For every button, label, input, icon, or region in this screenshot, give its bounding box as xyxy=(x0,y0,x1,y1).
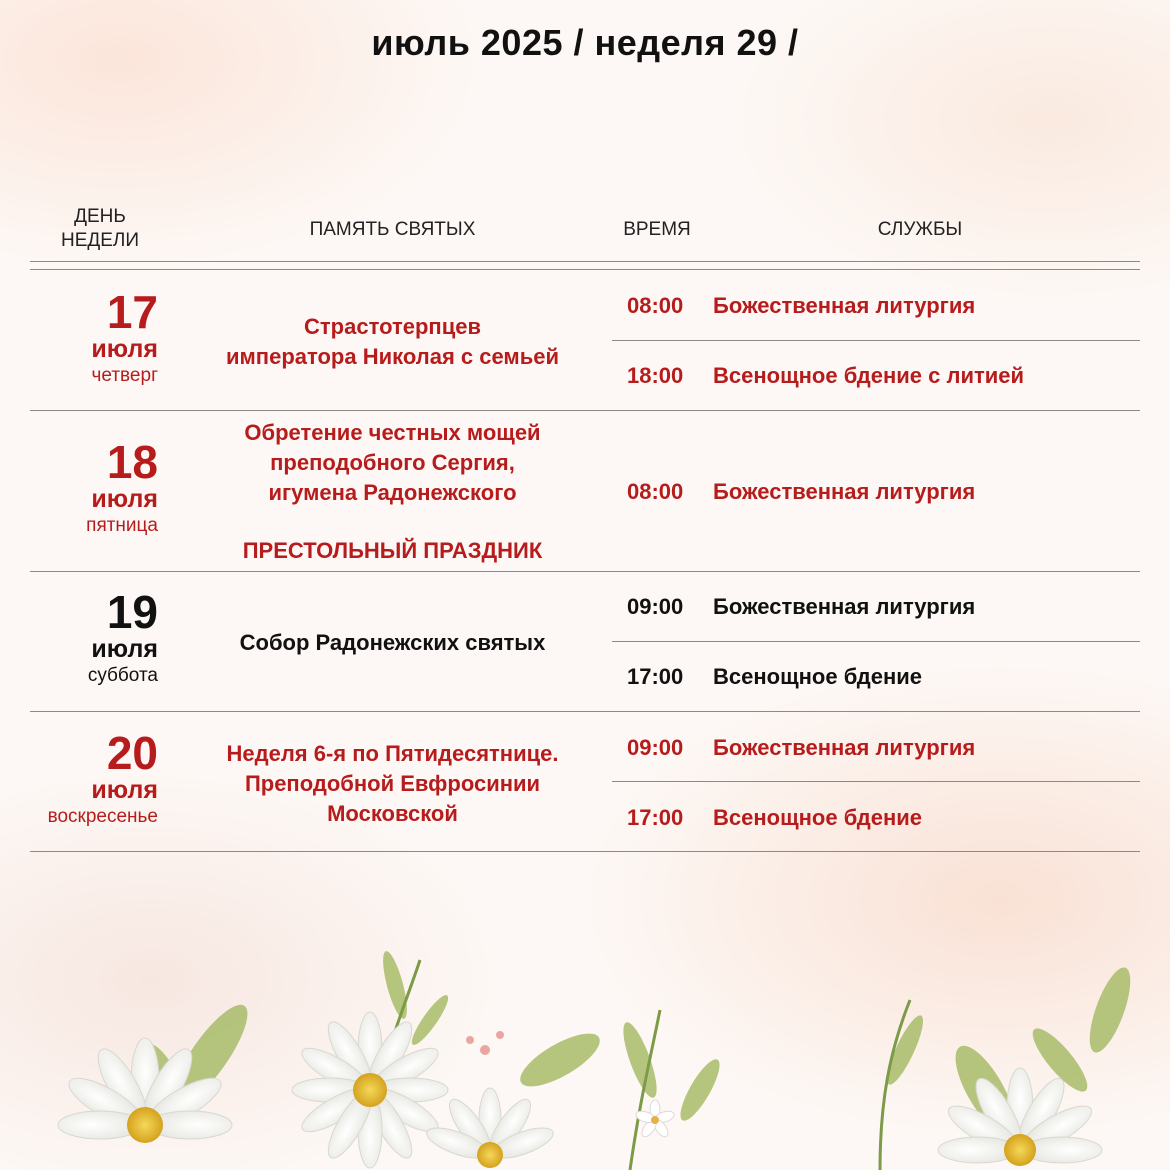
feast-label: ПРЕСТОЛЬНЫЙ ПРАЗДНИК xyxy=(242,538,543,563)
service-time: 17:00 xyxy=(627,664,684,689)
row-divider xyxy=(30,571,1140,572)
row-divider xyxy=(30,711,1140,712)
day-month: июля xyxy=(91,776,158,804)
day-17 xyxy=(30,288,158,388)
saints-18: Обретение честных мощей преподобного Сергия, игумена Радонежского xyxy=(244,420,541,505)
day-month: июля xyxy=(91,635,158,663)
day-weekday: суббота xyxy=(87,665,158,686)
service-time: 08:00 xyxy=(627,479,684,504)
day-number: 19 xyxy=(106,586,158,638)
service-divider xyxy=(612,340,1140,341)
saints-17: Страстотерпцев императора Николая с семьей xyxy=(226,314,559,369)
day-20 xyxy=(30,729,158,829)
day-18 xyxy=(30,438,158,538)
service-time: 18:00 xyxy=(627,363,684,388)
day-number: 20 xyxy=(106,727,158,779)
service-time: 17:00 xyxy=(627,805,684,830)
service-name: Божественная литургия xyxy=(713,293,976,318)
service-divider xyxy=(612,641,1140,642)
service-time: 08:00 xyxy=(627,293,684,318)
saints-20: Неделя 6-я по Пятидесятнице. Преподобной Евфросинии Московской xyxy=(226,741,559,826)
saints-19: Собор Радонежских святых xyxy=(239,630,546,655)
header-day: ДЕНЬ НЕДЕЛИ xyxy=(60,206,140,251)
header-rule-bottom xyxy=(30,269,1140,270)
page-title: июль 2025 / неделя 29 / xyxy=(371,22,799,63)
day-number: 18 xyxy=(106,436,158,488)
service-name: Всенощное бдение xyxy=(713,805,923,830)
day-weekday: пятница xyxy=(86,515,158,536)
day-month: июля xyxy=(91,335,158,363)
service-name: Всенощное бдение xyxy=(713,664,923,689)
service-name: Всенощное бдение с литией xyxy=(713,363,1025,388)
row-divider xyxy=(30,410,1140,411)
flower-decoration xyxy=(0,940,1170,1170)
header-time: ВРЕМЯ xyxy=(623,219,691,240)
service-time: 09:00 xyxy=(627,594,684,619)
service-name: Божественная литургия xyxy=(713,594,976,619)
day-month: июля xyxy=(91,485,158,513)
day-weekday: воскресенье xyxy=(47,806,158,827)
day-19 xyxy=(30,588,158,688)
service-name: Божественная литургия xyxy=(713,479,976,504)
header-saints: ПАМЯТЬ СВЯТЫХ xyxy=(309,219,476,240)
service-time: 09:00 xyxy=(627,735,684,760)
header-rule-top xyxy=(30,261,1140,262)
day-weekday: четверг xyxy=(91,365,158,386)
day-number: 17 xyxy=(106,286,158,338)
service-divider xyxy=(612,781,1140,782)
service-name: Божественная литургия xyxy=(713,735,976,760)
row-divider xyxy=(30,851,1140,852)
header-services: СЛУЖБЫ xyxy=(877,219,963,240)
